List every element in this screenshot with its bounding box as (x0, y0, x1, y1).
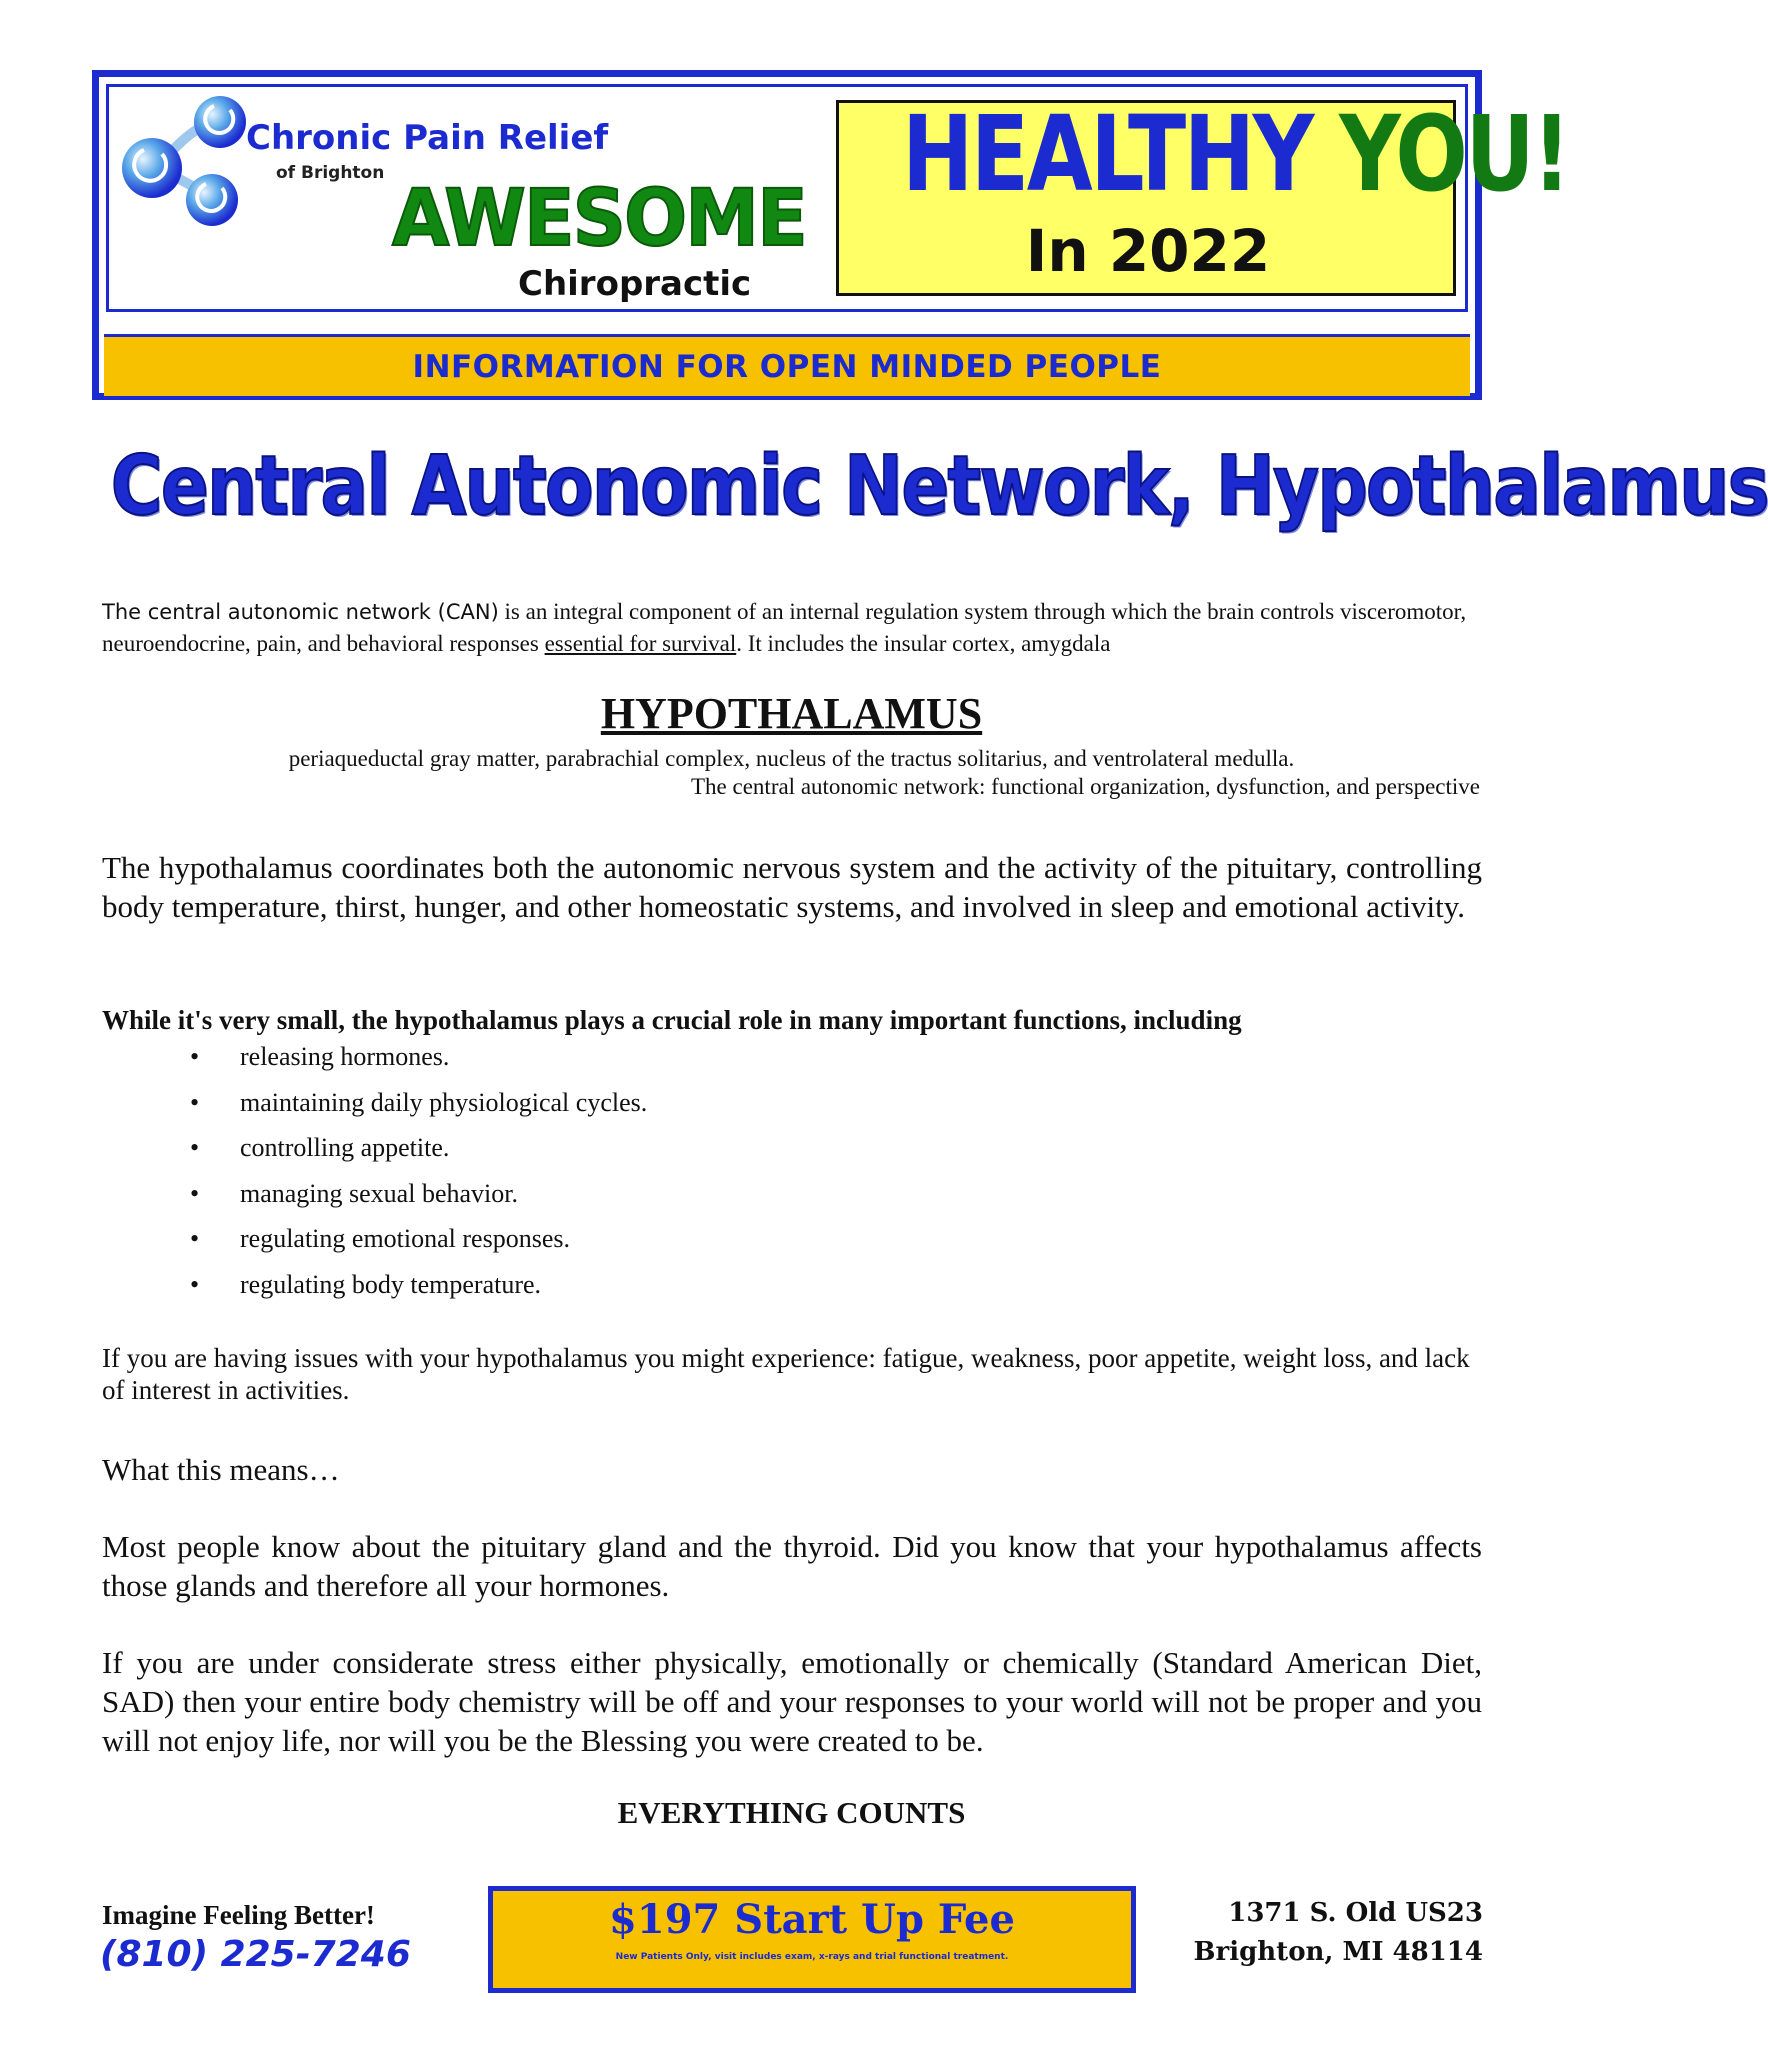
list-item (190, 1222, 647, 1268)
list-item-text: managing sexual behavior. (240, 1178, 518, 1208)
list-item-text: maintaining daily physiological cycles. (240, 1087, 648, 1117)
intro-text-1: is an integral component of an internal regulation system through which the brain controls visceromotor, neuroendocrine, pain, and behavioral responses (102, 599, 1467, 656)
brand-location: of Brighton (276, 163, 385, 183)
info-banner (104, 334, 1470, 396)
info-banner-text: INFORMATION FOR OPEN MINDED PEOPLE (412, 348, 1162, 385)
bullet-icon: • (190, 1042, 200, 1071)
bullet-icon: • (190, 1133, 200, 1162)
list-item-text: releasing hormones. (240, 1042, 450, 1071)
fee-title: $197 Start Up Fee (609, 1896, 1015, 1943)
page-title: Central Autonomic Network, Hypothalamus (110, 439, 1768, 534)
what-this-means-heading: What this means… (102, 1452, 340, 1487)
stress-paragraph: If you are under considerate stress either physically, emotionally or chemically (Standard American Diet, SAD) then your entire body chemistry will be off and your responses to your world will not be proper and you will not enjoy life, nor will you be the Blessing you were created to be. (102, 1645, 1482, 1758)
main-paragraph: The hypothalamus coordinates both the autonomic nervous system and the activity of the pituitary, controlling body temperature, thirst, hunger, and other homeostatic systems, and involved in sleep and emotional activity. (102, 850, 1482, 924)
list-item (190, 1086, 647, 1132)
glands-paragraph: Most people know about the pituitary gland and the thyroid. Did you know that your hypothalamus affects those glands and therefore all your hormones. (102, 1529, 1482, 1603)
brand-chiropractic: Chiropractic (518, 264, 752, 304)
list-item (190, 1268, 647, 1314)
hypothalamus-list-line: periaqueductal gray matter, parabrachial complex, nucleus of the tractus solitarius, and ventrolateral medulla. (288, 746, 1295, 771)
list-item-text: regulating emotional responses. (240, 1224, 570, 1253)
source-citation: The central autonomic network: functional organization, dysfunction, and perspective (691, 774, 1480, 799)
intro-lead: The central autonomic network (CAN) (102, 600, 499, 624)
you-word: YOU! (1339, 93, 1569, 215)
intro-paragraph (102, 596, 1482, 659)
fee-note: New Patients Only, visit includes exam, x-rays and trial functional treatment. (615, 1952, 1009, 1962)
healthy-word: HEALTHY (902, 93, 1312, 215)
healthy-year: In 2022 (1025, 217, 1271, 285)
functions-heading: While it's very small, the hypothalamus plays a crucial role in many important functions, including (102, 1005, 1242, 1035)
brand-name: Chronic Pain Relief (246, 118, 609, 158)
brand-awesome-logo-text: AWESOME (392, 174, 806, 264)
list-item (190, 1131, 647, 1177)
bullet-icon: • (190, 1269, 200, 1299)
functions-list (190, 1040, 647, 1313)
list-item-text: controlling appetite. (240, 1133, 450, 1162)
phone-number[interactable]: (810) 225-7246 (100, 1934, 411, 1975)
intro-underlined: essential for survival (544, 631, 737, 656)
imagine-tagline: Imagine Feeling Better! (102, 1900, 375, 1930)
address-line-1: 1371 S. Old US23 (1228, 1898, 1483, 1928)
issues-paragraph: If you are having issues with your hypothalamus you might experience: fatigue, weakness, poor appetite, weight loss, and lack of interest in activities. (102, 1343, 1470, 1405)
list-item-text: regulating body temperature. (240, 1269, 542, 1299)
address-line-2: Brighton, MI 48114 (1193, 1937, 1483, 1967)
everything-counts: EVERYTHING COUNTS (617, 1795, 966, 1830)
healthy-you-title (902, 93, 1569, 215)
list-item (190, 1177, 647, 1223)
bullet-icon: • (190, 1087, 200, 1117)
bullet-icon: • (190, 1224, 200, 1253)
hypothalamus-heading: HYPOTHALAMUS (600, 689, 983, 738)
bullet-icon: • (190, 1178, 200, 1208)
intro-text-2: . It includes the insular cortex, amygdala (736, 631, 1111, 656)
logo-spheres-icon (118, 88, 268, 238)
list-item (190, 1040, 647, 1086)
